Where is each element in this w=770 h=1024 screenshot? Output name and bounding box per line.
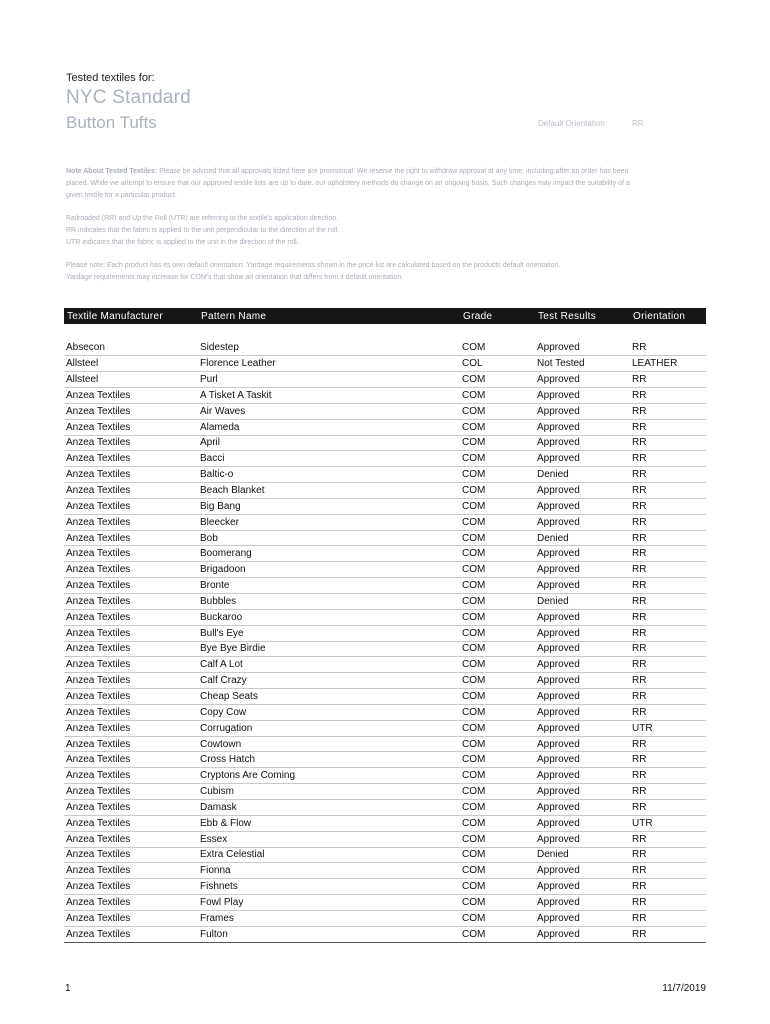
orientation-cell: RR xyxy=(630,609,706,625)
test-result-cell: Denied xyxy=(535,530,630,546)
pattern-name-cell: Extra Celestial xyxy=(198,847,460,863)
manufacturer-cell: Anzea Textiles xyxy=(64,435,198,451)
grade-cell: COM xyxy=(460,609,535,625)
grade-cell: COM xyxy=(460,562,535,578)
table-row xyxy=(64,514,706,530)
grade-cell: COM xyxy=(460,895,535,911)
pattern-name-cell: Alameda xyxy=(198,419,460,435)
manufacturer-cell: Anzea Textiles xyxy=(64,562,198,578)
table-row xyxy=(64,847,706,863)
grade-cell: COM xyxy=(460,514,535,530)
orientation-cell: RR xyxy=(630,419,706,435)
manufacturer-cell: Anzea Textiles xyxy=(64,609,198,625)
table-row xyxy=(64,483,706,499)
test-result-cell: Approved xyxy=(535,720,630,736)
orientation-cell: RR xyxy=(630,657,706,673)
grade-cell: COM xyxy=(460,530,535,546)
test-result-cell: Approved xyxy=(535,784,630,800)
grade-cell: COM xyxy=(460,546,535,562)
orientation-cell: RR xyxy=(630,673,706,689)
pattern-name-cell: Cubism xyxy=(198,784,460,800)
orientation-cell: RR xyxy=(630,895,706,911)
pattern-name-cell: Bronte xyxy=(198,578,460,594)
pattern-name-cell: Boomerang xyxy=(198,546,460,562)
grade-cell: COM xyxy=(460,435,535,451)
grade-cell: COM xyxy=(460,498,535,514)
pattern-name-cell: Baltic-o xyxy=(198,467,460,483)
manufacturer-cell: Anzea Textiles xyxy=(64,419,198,435)
table-row xyxy=(64,467,706,483)
pattern-name-cell: Corrugation xyxy=(198,720,460,736)
manufacturer-cell: Anzea Textiles xyxy=(64,926,198,942)
manufacturer-cell: Anzea Textiles xyxy=(64,704,198,720)
orientation-cell: RR xyxy=(630,689,706,705)
default-orientation-value: RR xyxy=(632,119,644,128)
orientation-cell: RR xyxy=(630,546,706,562)
pattern-name-cell: Fowl Play xyxy=(198,895,460,911)
manufacturer-cell: Anzea Textiles xyxy=(64,720,198,736)
pattern-name-cell: Bacci xyxy=(198,451,460,467)
pattern-name-cell: Frames xyxy=(198,910,460,926)
pattern-name-cell: Copy Cow xyxy=(198,704,460,720)
orientation-cell: RR xyxy=(630,498,706,514)
orientation-cell: RR xyxy=(630,879,706,895)
grade-cell: COM xyxy=(460,578,535,594)
grade-cell: COM xyxy=(460,720,535,736)
grade-cell: COL xyxy=(460,356,535,372)
grade-cell: COM xyxy=(460,847,535,863)
grade-cell: COM xyxy=(460,419,535,435)
table-row xyxy=(64,673,706,689)
pattern-name-cell: Fulton xyxy=(198,926,460,942)
pattern-name-cell: Bob xyxy=(198,530,460,546)
table-row xyxy=(64,546,706,562)
test-result-cell: Approved xyxy=(535,514,630,530)
column-header-grade: Grade xyxy=(460,308,535,324)
pattern-name-cell: Calf A Lot xyxy=(198,657,460,673)
grade-cell: COM xyxy=(460,815,535,831)
test-result-cell: Approved xyxy=(535,562,630,578)
table-row xyxy=(64,752,706,768)
table-row xyxy=(64,578,706,594)
orientation-notes xyxy=(66,260,636,284)
column-header-orientation: Orientation xyxy=(630,308,706,324)
orientation-cell: RR xyxy=(630,562,706,578)
test-result-cell: Not Tested xyxy=(535,356,630,372)
orientation-cell: RR xyxy=(630,752,706,768)
manufacturer-cell: Anzea Textiles xyxy=(64,815,198,831)
test-result-cell: Approved xyxy=(535,673,630,689)
page-number: 1 xyxy=(65,983,71,994)
grade-cell: COM xyxy=(460,704,535,720)
orientation-cell: RR xyxy=(630,641,706,657)
test-result-cell: Denied xyxy=(535,467,630,483)
orientation-cell: RR xyxy=(630,594,706,610)
pattern-name-cell: Fionna xyxy=(198,863,460,879)
page-date: 11/7/2019 xyxy=(662,983,706,994)
orientation-line: Yardage requirements may increase for COM's that show an orientation that differs from it default orientation. xyxy=(66,274,404,281)
table-row xyxy=(64,768,706,784)
manufacturer-cell: Anzea Textiles xyxy=(64,847,198,863)
grade-cell: COM xyxy=(460,625,535,641)
manufacturer-cell: Anzea Textiles xyxy=(64,784,198,800)
notes-section xyxy=(66,166,636,295)
table-row xyxy=(64,372,706,388)
table-row xyxy=(64,530,706,546)
table-row xyxy=(64,784,706,800)
orientation-cell: RR xyxy=(630,530,706,546)
orientation-cell: RR xyxy=(630,483,706,499)
table-row xyxy=(64,799,706,815)
grade-cell: COM xyxy=(460,483,535,499)
pattern-name-cell: Purl xyxy=(198,372,460,388)
test-result-cell: Approved xyxy=(535,483,630,499)
grade-cell: COM xyxy=(460,641,535,657)
pattern-name-cell: Buckaroo xyxy=(198,609,460,625)
orientation-cell: RR xyxy=(630,831,706,847)
orientation-cell: RR xyxy=(630,514,706,530)
manufacturer-cell: Anzea Textiles xyxy=(64,799,198,815)
manufacturer-cell: Anzea Textiles xyxy=(64,673,198,689)
grade-cell: COM xyxy=(460,879,535,895)
column-header-test-results: Test Results xyxy=(535,308,630,324)
table-row xyxy=(64,895,706,911)
manufacturer-cell: Allsteel xyxy=(64,356,198,372)
pattern-name-cell: Ebb & Flow xyxy=(198,815,460,831)
orientation-cell: UTR xyxy=(630,720,706,736)
column-header-pattern: Pattern Name xyxy=(198,308,460,324)
grade-cell: COM xyxy=(460,594,535,610)
manufacturer-cell: Anzea Textiles xyxy=(64,768,198,784)
table-row xyxy=(64,815,706,831)
grade-cell: COM xyxy=(460,910,535,926)
test-result-cell: Approved xyxy=(535,578,630,594)
manufacturer-cell: Anzea Textiles xyxy=(64,736,198,752)
grade-cell: COM xyxy=(460,657,535,673)
orientation-cell: RR xyxy=(630,784,706,800)
direction-line: UTR indicates that the fabric is applied to the unit in the direction of the roll. xyxy=(66,239,299,246)
pattern-name-cell: April xyxy=(198,435,460,451)
orientation-cell: UTR xyxy=(630,815,706,831)
test-result-cell: Approved xyxy=(535,498,630,514)
pattern-name-cell: Beach Blanket xyxy=(198,483,460,499)
manufacturer-cell: Anzea Textiles xyxy=(64,895,198,911)
grade-cell: COM xyxy=(460,863,535,879)
manufacturer-cell: Absecon xyxy=(64,340,198,356)
grade-cell: COM xyxy=(460,372,535,388)
manufacturer-cell: Allsteel xyxy=(64,372,198,388)
table-row xyxy=(64,403,706,419)
pattern-name-cell: Cryptons Are Coming xyxy=(198,768,460,784)
test-result-cell: Approved xyxy=(535,863,630,879)
test-result-cell: Approved xyxy=(535,451,630,467)
orientation-line: Please note: Each product has its own default orientation. Yardage requirements shown in the price list are calculated based on the products default orientation. xyxy=(66,262,561,269)
pattern-name-cell: Cheap Seats xyxy=(198,689,460,705)
table-row xyxy=(64,689,706,705)
grade-cell: COM xyxy=(460,673,535,689)
table-row xyxy=(64,831,706,847)
pattern-name-cell: Bleecker xyxy=(198,514,460,530)
table-row xyxy=(64,625,706,641)
table-row xyxy=(64,863,706,879)
manufacturer-cell: Anzea Textiles xyxy=(64,625,198,641)
orientation-cell: RR xyxy=(630,467,706,483)
manufacturer-cell: Anzea Textiles xyxy=(64,403,198,419)
orientation-cell: RR xyxy=(630,451,706,467)
pattern-name-cell: Bull's Eye xyxy=(198,625,460,641)
orientation-cell: RR xyxy=(630,736,706,752)
manufacturer-cell: Anzea Textiles xyxy=(64,467,198,483)
orientation-cell: RR xyxy=(630,863,706,879)
pattern-name-cell: Fishnets xyxy=(198,879,460,895)
test-result-cell: Approved xyxy=(535,625,630,641)
pattern-name-cell: Florence Leather xyxy=(198,356,460,372)
orientation-cell: RR xyxy=(630,435,706,451)
test-result-cell: Approved xyxy=(535,419,630,435)
note-label: Note About Tested Textiles: xyxy=(66,168,158,175)
table-row xyxy=(64,641,706,657)
test-result-cell: Approved xyxy=(535,799,630,815)
pre-title: Tested textiles for: xyxy=(66,72,155,84)
manufacturer-cell: Anzea Textiles xyxy=(64,641,198,657)
pattern-name-cell: Big Bang xyxy=(198,498,460,514)
orientation-cell: RR xyxy=(630,403,706,419)
table-row xyxy=(64,704,706,720)
direction-notes xyxy=(66,213,636,249)
grade-cell: COM xyxy=(460,831,535,847)
test-result-cell: Approved xyxy=(535,831,630,847)
table-body xyxy=(64,324,706,942)
test-result-cell: Approved xyxy=(535,910,630,926)
test-result-cell: Approved xyxy=(535,704,630,720)
manufacturer-cell: Anzea Textiles xyxy=(64,578,198,594)
table-row xyxy=(64,736,706,752)
table-row xyxy=(64,879,706,895)
manufacturer-cell: Anzea Textiles xyxy=(64,546,198,562)
grade-cell: COM xyxy=(460,736,535,752)
orientation-cell: RR xyxy=(630,625,706,641)
grade-cell: COM xyxy=(460,768,535,784)
manufacturer-cell: Anzea Textiles xyxy=(64,388,198,404)
pattern-name-cell: Air Waves xyxy=(198,403,460,419)
grade-cell: COM xyxy=(460,926,535,942)
table-header-row xyxy=(64,308,706,324)
grade-cell: COM xyxy=(460,784,535,800)
test-result-cell: Approved xyxy=(535,388,630,404)
pattern-name-cell: Cowtown xyxy=(198,736,460,752)
table-row xyxy=(64,419,706,435)
pattern-name-cell: A Tisket A Taskit xyxy=(198,388,460,404)
manufacturer-cell: Anzea Textiles xyxy=(64,514,198,530)
grade-cell: COM xyxy=(460,388,535,404)
direction-line: Railroaded (RR) and Up the Roll (UTR) are referring to the textile's application direction. xyxy=(66,215,339,222)
test-result-cell: Approved xyxy=(535,815,630,831)
orientation-cell: RR xyxy=(630,388,706,404)
orientation-cell: RR xyxy=(630,704,706,720)
table-row xyxy=(64,340,706,356)
test-result-cell: Approved xyxy=(535,340,630,356)
table-row xyxy=(64,926,706,942)
table-spacer xyxy=(64,324,706,340)
pattern-name-cell: Brigadoon xyxy=(198,562,460,578)
table-row xyxy=(64,609,706,625)
tested-textiles-note xyxy=(66,166,636,202)
orientation-cell: RR xyxy=(630,768,706,784)
manufacturer-cell: Anzea Textiles xyxy=(64,863,198,879)
table-row xyxy=(64,451,706,467)
grade-cell: COM xyxy=(460,340,535,356)
table-row xyxy=(64,562,706,578)
pattern-name-cell: Sidestep xyxy=(198,340,460,356)
table-row xyxy=(64,910,706,926)
grade-cell: COM xyxy=(460,799,535,815)
textiles-table xyxy=(64,308,706,943)
pattern-name-cell: Bubbles xyxy=(198,594,460,610)
orientation-cell: RR xyxy=(630,578,706,594)
test-result-cell: Approved xyxy=(535,768,630,784)
grade-cell: COM xyxy=(460,752,535,768)
manufacturer-cell: Anzea Textiles xyxy=(64,530,198,546)
test-result-cell: Approved xyxy=(535,689,630,705)
manufacturer-cell: Anzea Textiles xyxy=(64,752,198,768)
pattern-name-cell: Essex xyxy=(198,831,460,847)
orientation-cell: RR xyxy=(630,847,706,863)
orientation-cell: LEATHER xyxy=(630,356,706,372)
orientation-cell: RR xyxy=(630,340,706,356)
test-result-cell: Approved xyxy=(535,752,630,768)
orientation-cell: RR xyxy=(630,910,706,926)
test-result-cell: Approved xyxy=(535,926,630,942)
test-result-cell: Approved xyxy=(535,609,630,625)
note-text: Please be advised that all approvals listed here are provisional. We reserve the right to withdraw approval at any time, including after an order has been placed. While we attempt to ensure that our approved textile lists are up to date, our upholstery methods do change on an ongoing basis. Such changes may impact the suitability of a given textile for a particular product. xyxy=(66,168,630,199)
manufacturer-cell: Anzea Textiles xyxy=(64,594,198,610)
manufacturer-cell: Anzea Textiles xyxy=(64,657,198,673)
direction-line: RR indicates that the fabric is applied to the unit perpendicular to the direction of the roll. xyxy=(66,227,340,234)
grade-cell: COM xyxy=(460,451,535,467)
table-row xyxy=(64,498,706,514)
table-row xyxy=(64,594,706,610)
manufacturer-cell: Anzea Textiles xyxy=(64,451,198,467)
test-result-cell: Approved xyxy=(535,879,630,895)
document-title: NYC Standard xyxy=(66,87,191,108)
table-row xyxy=(64,657,706,673)
test-result-cell: Approved xyxy=(535,895,630,911)
orientation-cell: RR xyxy=(630,799,706,815)
grade-cell: COM xyxy=(460,467,535,483)
test-result-cell: Approved xyxy=(535,736,630,752)
table-row xyxy=(64,435,706,451)
table-row xyxy=(64,720,706,736)
pattern-name-cell: Calf Crazy xyxy=(198,673,460,689)
orientation-cell: RR xyxy=(630,372,706,388)
test-result-cell: Denied xyxy=(535,847,630,863)
test-result-cell: Approved xyxy=(535,641,630,657)
manufacturer-cell: Anzea Textiles xyxy=(64,483,198,499)
product-name: Button Tufts xyxy=(66,113,157,132)
pattern-name-cell: Damask xyxy=(198,799,460,815)
manufacturer-cell: Anzea Textiles xyxy=(64,831,198,847)
orientation-cell: RR xyxy=(630,926,706,942)
test-result-cell: Approved xyxy=(535,657,630,673)
table-row xyxy=(64,388,706,404)
test-result-cell: Approved xyxy=(535,546,630,562)
column-header-manufacturer: Textile Manufacturer xyxy=(64,308,198,324)
test-result-cell: Denied xyxy=(535,594,630,610)
table-row xyxy=(64,356,706,372)
default-orientation-label: Default Orientation xyxy=(538,119,605,128)
manufacturer-cell: Anzea Textiles xyxy=(64,689,198,705)
test-result-cell: Approved xyxy=(535,403,630,419)
grade-cell: COM xyxy=(460,403,535,419)
grade-cell: COM xyxy=(460,689,535,705)
test-result-cell: Approved xyxy=(535,435,630,451)
test-result-cell: Approved xyxy=(535,372,630,388)
manufacturer-cell: Anzea Textiles xyxy=(64,910,198,926)
manufacturer-cell: Anzea Textiles xyxy=(64,498,198,514)
pattern-name-cell: Cross Hatch xyxy=(198,752,460,768)
manufacturer-cell: Anzea Textiles xyxy=(64,879,198,895)
pattern-name-cell: Bye Bye Birdie xyxy=(198,641,460,657)
